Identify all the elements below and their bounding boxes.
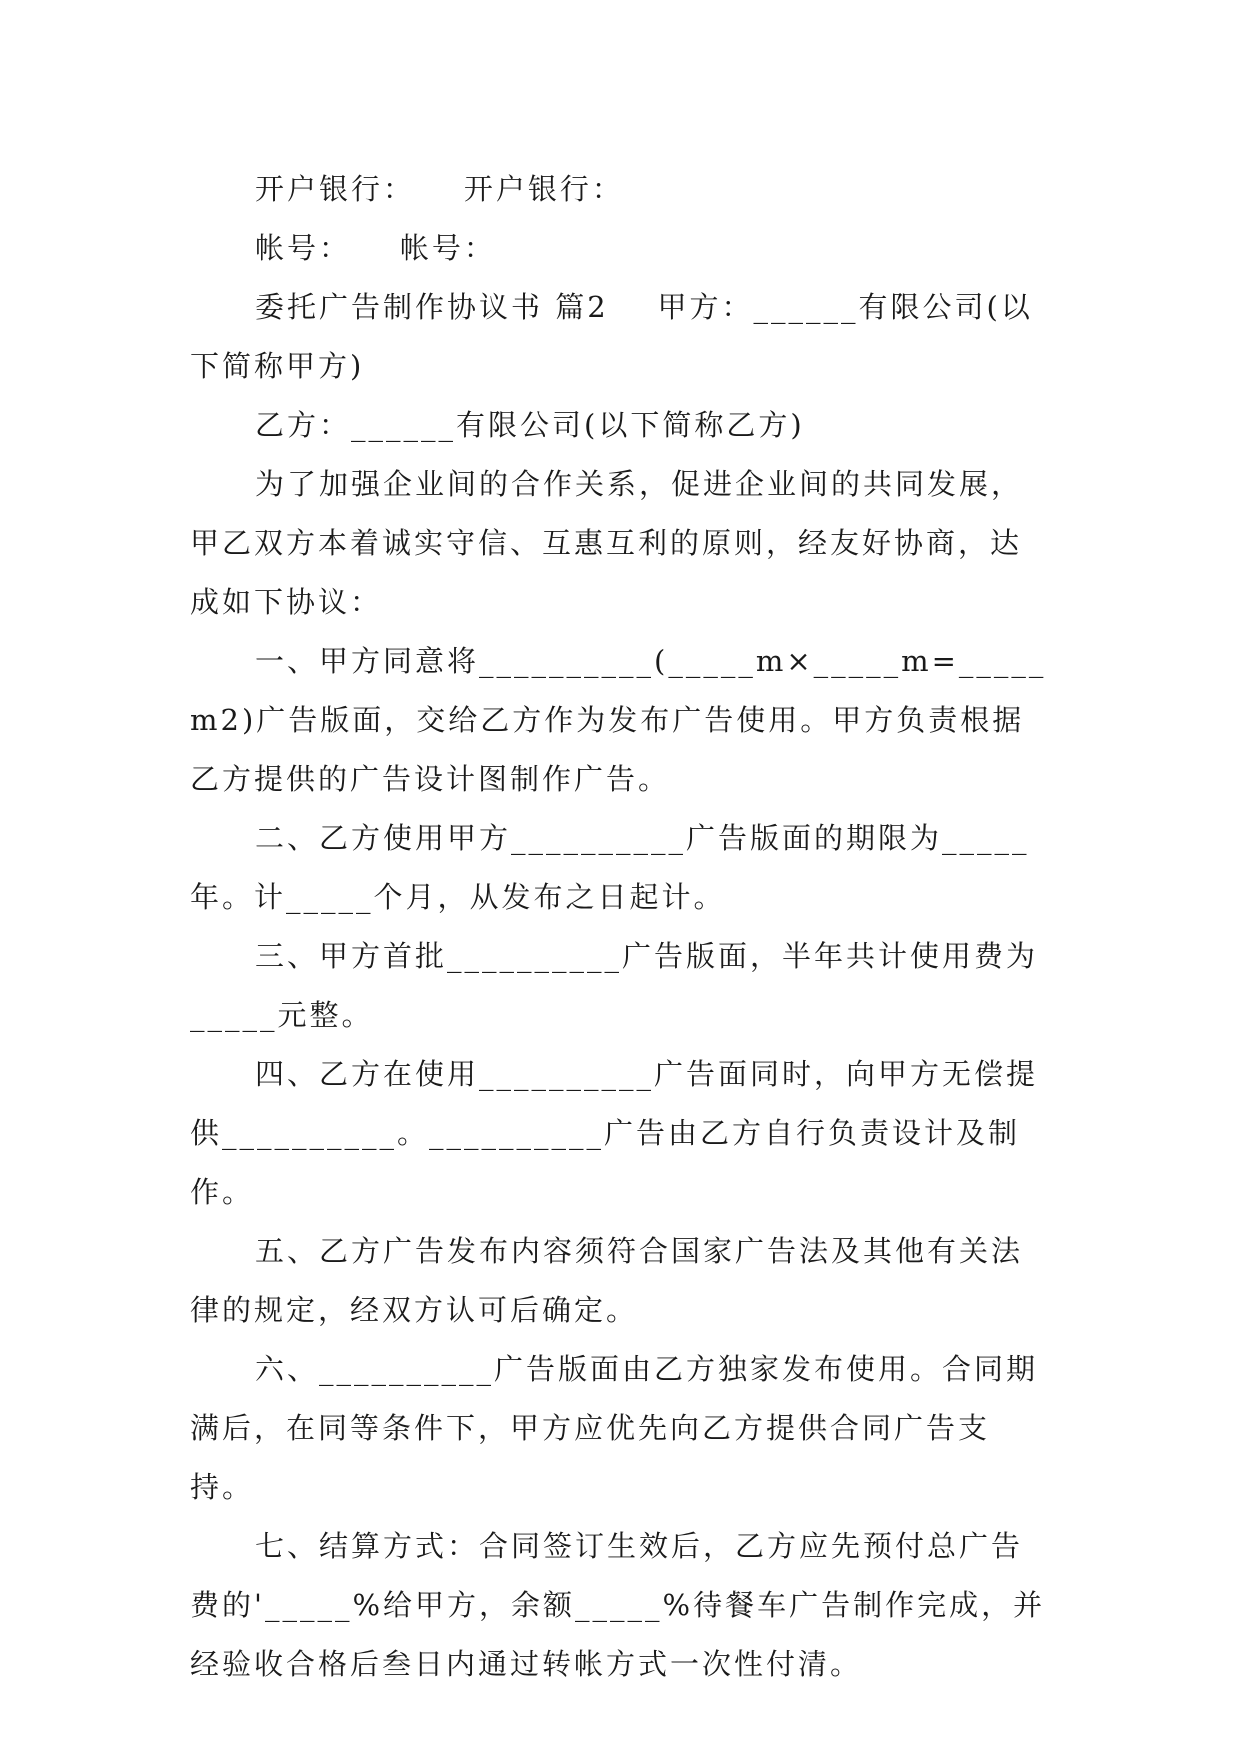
clause-2: 二、乙方使用甲方__________广告版面的期限为_____年。计_____个月，从发布之日起计。 [190,821,1030,914]
clause-7: 七、结算方式：合同签订生效后，乙方应先预付总广告费的'_____%给甲方，余额_____%待餐车广告制作完成，并经验收合格后叁日内通过转帐方式一次性付清。 [190,1529,1046,1681]
clause-3: 三、甲方首批__________广告版面，半年共计使用费为_____元整。 [190,939,1039,1032]
document-body [190,160,1050,1694]
clause-1: 一、甲方同意将__________(_____m×_____m=_____m2)广告版面，交给乙方作为发布广告使用。甲方负责根据乙方提供的广告设计图制作广告。 [190,644,1047,796]
clause-5: 五、乙方广告发布内容须符合国家广告法及其他有关法律的规定，经双方认可后确定。 [190,1234,1024,1327]
paragraph-bank: 开户银行： 开户银行： [255,172,624,206]
paragraph-preamble: 为了加强企业间的合作关系，促进企业间的共同发展，甲乙双方本着诚实守信、互惠互利的原则，经友好协商，达成如下协议： [190,467,1024,619]
clause-4: 四、乙方在使用__________广告面同时，向甲方无偿提供__________。__________广告由乙方自行负责设计及制作。 [190,1057,1039,1209]
paragraph-title-party-a: 委托广告制作协议书 篇2 甲方：______有限公司(以下简称甲方) [190,290,1033,383]
paragraph-party-b: 乙方：______有限公司(以下简称乙方) [255,408,805,442]
paragraph-account: 帐号： 帐号： [255,231,496,265]
clause-6: 六、__________广告版面由乙方独家发布使用。合同期满后，在同等条件下，甲方应优先向乙方提供合同广告支持。 [190,1352,1039,1504]
